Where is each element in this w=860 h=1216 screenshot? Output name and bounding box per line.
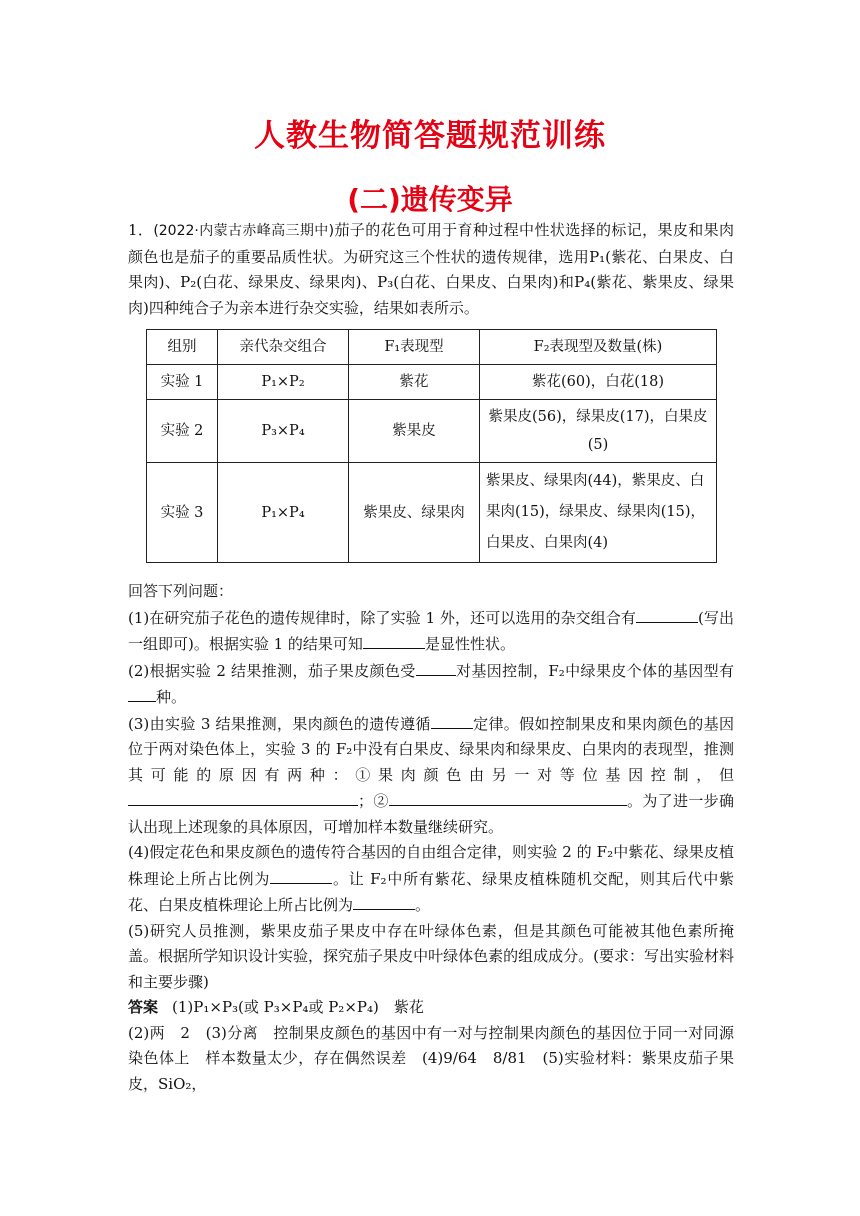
table-cell: 紫花(60)，白花(18) bbox=[480, 365, 717, 400]
question-number: 1． bbox=[128, 221, 154, 239]
answer-label: 答案 bbox=[128, 998, 159, 1016]
table-cell: 紫果皮、绿果肉 bbox=[349, 463, 480, 563]
answer-line-1: 答案 (1)P₁×P₃(或 P₃×P₄或 P₂×P₄) 紫花 bbox=[128, 998, 424, 1016]
page-title: 人教生物简答题规范训练 bbox=[254, 118, 606, 154]
prompt-text: 回答下列问题： bbox=[128, 582, 234, 600]
answer-blank bbox=[431, 711, 473, 729]
part-2: (2)根据实验 2 结果推测，茄子果皮颜色受 对基因控制，F₂中绿果皮个体的基因型有种。 bbox=[128, 658, 734, 711]
page-subtitle: (二)遗传变异 bbox=[347, 183, 513, 216]
part-1: (1)在研究茄子花色的遗传规律时，除了实验 1 外，还可以选用的杂交组合有 (写出一组即可)。根据实验 1 的结果可知 是显性性状。 bbox=[128, 605, 734, 658]
table-cell: 紫果皮、绿果肉(44)，紫果皮、白果肉(15)，绿果皮、绿果肉(15)，白果皮、白果肉(4) bbox=[480, 463, 717, 563]
answer-blank bbox=[416, 658, 456, 676]
question-intro bbox=[128, 218, 734, 321]
answer-blank bbox=[128, 788, 358, 806]
table-cell: 紫果皮(56)，绿果皮(17)，白果皮(5) bbox=[480, 400, 717, 463]
table-cell: P₁×P₄ bbox=[218, 463, 349, 563]
table-row bbox=[147, 463, 717, 563]
answer-blank bbox=[363, 631, 425, 649]
answer-blank bbox=[270, 866, 332, 884]
table-row bbox=[147, 365, 717, 400]
answer-blank bbox=[128, 684, 156, 702]
table-cell: 实验 1 bbox=[147, 365, 218, 400]
part-5: (5)研究人员推测，紫果皮茄子果皮中存在叶绿体色素，但是其颜色可能被其他色素所掩盖。根据所学知识设计实验，探究茄子果皮中叶绿体色素的组成成分。(要求：写出实验材料和主要步骤) bbox=[128, 921, 734, 991]
answer-line-2: (2)两 2 (3)分离 控制果皮颜色的基因中有一对与控制果肉颜色的基因位于同一对同源染色体上 样本数量太少，存在偶然误差 (4)9/64 8/81 (5)实验材料：紫果皮茄子果皮，SiO₂， bbox=[128, 1023, 734, 1093]
table-header: 亲代杂交组合 bbox=[218, 330, 349, 365]
table-cell: P₃×P₄ bbox=[218, 400, 349, 463]
answer-blank bbox=[636, 605, 698, 623]
results-table bbox=[146, 329, 717, 563]
table-header-row bbox=[147, 330, 717, 365]
table-header: F₂表现型及数量(株) bbox=[480, 330, 717, 365]
table-row bbox=[147, 400, 717, 463]
question-source: (2022·内蒙古赤峰高三期中) bbox=[153, 223, 335, 239]
table-cell: 实验 2 bbox=[147, 400, 218, 463]
table-cell: 紫果皮 bbox=[349, 400, 480, 463]
table-cell: 实验 3 bbox=[147, 463, 218, 563]
question-body bbox=[128, 218, 734, 1097]
question-text: 茄子的花色可用于育种过程中性状选择的标记，果皮和果肉颜色也是茄子的重要品质性状。为研究这三个性状的遗传规律，选用P₁(紫花、白果皮、白果肉)、P₂(白花、绿果皮、绿果肉)、P₃(白花、白果皮、白果肉)和P₄(紫花、紫果皮、绿果肉)四种纯合子为亲本进行杂交实验，结果如表所示。 bbox=[128, 221, 734, 317]
table-header: 组别 bbox=[147, 330, 218, 365]
table-header: F₁表现型 bbox=[349, 330, 480, 365]
part-3: (3)由实验 3 结果推测，果肉颜色的遗传遵循 定律。假如控制果皮和果肉颜色的基因位于两对染色体上，实验 3 的 F₂中没有白果皮、绿果肉和绿果皮、白果肉的表现型，推测其可能的原因有两种：①果肉颜色由另一对等位基因控制，但；② 。为了进一步确认出现上述现象的具体原因，可增加样本数量继续研究。 bbox=[128, 711, 734, 841]
answer-blank bbox=[389, 788, 627, 806]
part-4: (4)假定花色和果皮颜色的遗传符合基因的自由组合定律，则实验 2 的 F₂中紫花、绿果皮植株理论上所占比例为 。让 F₂中所有紫花、绿果皮植株随机交配，则其后代中紫花、白果皮植株理论上所占比例为 。 bbox=[128, 843, 734, 914]
table-cell: P₁×P₂ bbox=[218, 365, 349, 400]
answer-blank bbox=[353, 892, 415, 910]
table-cell: 紫花 bbox=[349, 365, 480, 400]
